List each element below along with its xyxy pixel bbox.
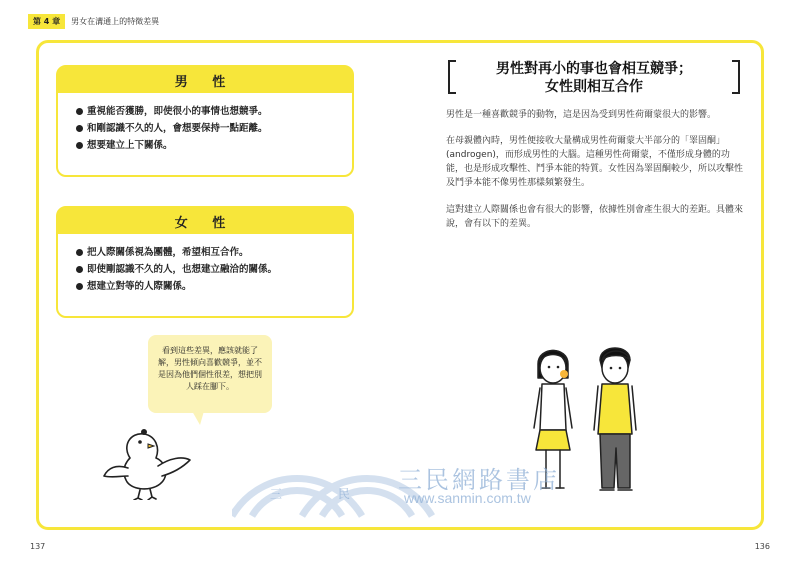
- body-paragraph-1: 男性是一種喜歡競爭的動物，這是因為受到男性荷爾蒙很大的影響。: [446, 110, 717, 120]
- page-number-left: 137: [30, 542, 46, 551]
- watermark-char: 三: [270, 487, 283, 501]
- page-number-right: 136: [754, 542, 770, 551]
- male-trait-list: [58, 93, 352, 164]
- female-trait-item: 即使剛認識不久的人，也想建立融洽的關係。: [76, 261, 340, 278]
- speech-bubble-tail: [192, 411, 204, 425]
- chapter-tag: [28, 14, 159, 29]
- chapter-title: 男女在溝通上的特徵差異: [71, 17, 160, 26]
- heading-line-1: 男性對再小的事也會相互競爭；: [496, 61, 692, 77]
- male-card-title: 男 性: [58, 67, 352, 93]
- female-trait-item: 想建立對等的人際關係。: [76, 278, 340, 295]
- male-trait-item: 想要建立上下關係。: [76, 137, 340, 154]
- watermark-char: 民: [338, 487, 351, 501]
- section-heading: [448, 60, 740, 100]
- male-card: [56, 65, 354, 177]
- speech-bubble: 看到這些差異，應該就能了解，男性傾向喜歡競爭，並不是因為他們個性很差，想把別人踩在腳下。: [148, 335, 272, 413]
- body-paragraph-2: 在母親體內時，男性便接收大量構成男性荷爾蒙大半部分的「睪固酮」(androgen)，而形成男性的大腦。這種男性荷爾蒙，不僅形成身體的功能，也是形成攻擊性、鬥爭本能的特質。女性因為睪固酮較少，所以攻擊性及鬥爭本能不像男性那樣頻繁發生。: [446, 136, 744, 188]
- heading-text: [462, 60, 726, 96]
- female-card-title: 女 性: [58, 208, 352, 234]
- body-paragraph-3: 這對建立人際關係也會有很大的影響，依據性別會產生很大的差距。具體來說，會有以下的差異。: [446, 205, 744, 229]
- chapter-label: 第 4 章: [28, 14, 65, 29]
- watermark-url: www.sanmin.com.tw: [404, 490, 531, 506]
- male-trait-item: 重視能否獲勝，即使很小的事情也想競爭。: [76, 103, 340, 120]
- heading-line-2: 女性則相互合作: [545, 79, 643, 95]
- watermark-title: 三民網路書店: [398, 466, 560, 494]
- female-trait-list: [58, 234, 352, 305]
- right-bracket: [732, 60, 740, 94]
- female-trait-item: 把人際關係視為團體，希望相互合作。: [76, 244, 340, 261]
- bird-illustration: [100, 418, 192, 500]
- male-trait-item: 和剛認識不久的人，會想要保持一點距離。: [76, 120, 340, 137]
- left-bracket: [448, 60, 456, 94]
- female-card: [56, 206, 354, 318]
